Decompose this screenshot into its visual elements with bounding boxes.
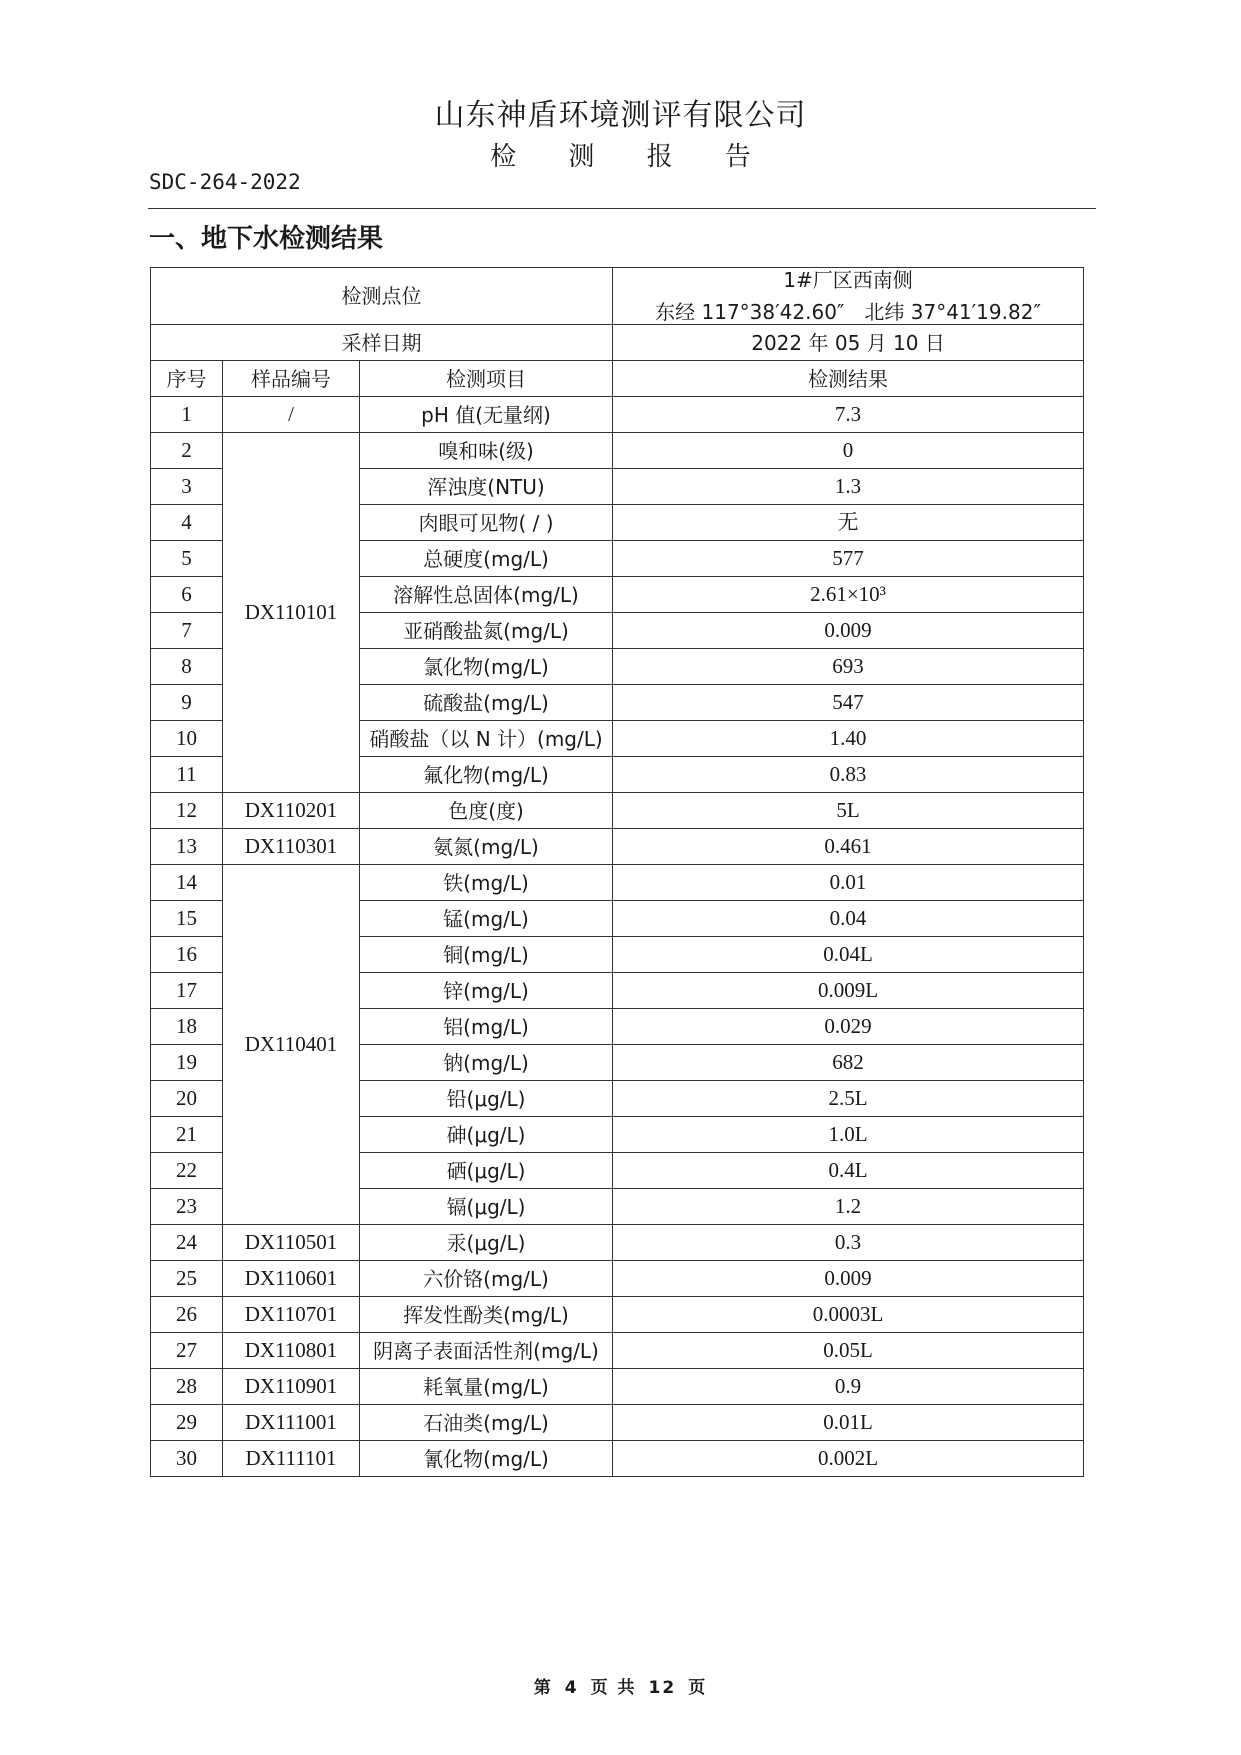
table-row [151, 1261, 1084, 1297]
results-table-container [150, 267, 1084, 1477]
test-item: pH 值(无量纲) [360, 397, 613, 433]
footer-total: 12 [648, 1678, 677, 1698]
test-result: 682 [613, 1045, 1084, 1081]
row-number: 20 [151, 1081, 223, 1117]
row-number: 10 [151, 721, 223, 757]
test-item: 耗氧量(mg/L) [360, 1369, 613, 1405]
row-number: 8 [151, 649, 223, 685]
test-result: 0.04L [613, 937, 1084, 973]
column-header-no: 序号 [151, 361, 223, 397]
test-result: 0.3 [613, 1225, 1084, 1261]
test-result: 577 [613, 541, 1084, 577]
sample-number: DX110701 [223, 1297, 360, 1333]
test-result: 0.461 [613, 829, 1084, 865]
test-item: 铅(μg/L) [360, 1081, 613, 1117]
row-number: 6 [151, 577, 223, 613]
test-item: 氨氮(mg/L) [360, 829, 613, 865]
test-item: 阴离子表面活性剂(mg/L) [360, 1333, 613, 1369]
test-result: 2.61×10³ [613, 577, 1084, 613]
row-number: 26 [151, 1297, 223, 1333]
table-row [151, 1441, 1084, 1477]
table-row [151, 1225, 1084, 1261]
table-meta-row-point [151, 268, 1084, 325]
test-result: 0.01L [613, 1405, 1084, 1441]
test-result: 547 [613, 685, 1084, 721]
sample-number: DX110801 [223, 1333, 360, 1369]
test-result: 0.009L [613, 973, 1084, 1009]
test-result: 7.3 [613, 397, 1084, 433]
table-row [151, 1405, 1084, 1441]
section-heading: 一、地下水检测结果 [149, 224, 384, 254]
test-item: 色度(度) [360, 793, 613, 829]
sample-number: DX110901 [223, 1369, 360, 1405]
column-header-result: 检测结果 [613, 361, 1084, 397]
footer-middle: 页 共 [590, 1678, 637, 1698]
test-result: 1.2 [613, 1189, 1084, 1225]
table-row [151, 829, 1084, 865]
test-item: 亚硝酸盐氮(mg/L) [360, 613, 613, 649]
row-number: 29 [151, 1405, 223, 1441]
date-label: 采样日期 [151, 325, 613, 361]
sample-number: DX110501 [223, 1225, 360, 1261]
point-value [613, 268, 1084, 325]
sample-number: DX110201 [223, 793, 360, 829]
row-number: 4 [151, 505, 223, 541]
table-row [151, 1333, 1084, 1369]
row-number: 23 [151, 1189, 223, 1225]
test-item: 铁(mg/L) [360, 865, 613, 901]
point-label: 检测点位 [151, 268, 613, 325]
sample-number: / [223, 397, 360, 433]
test-item: 硝酸盐（以 N 计）(mg/L) [360, 721, 613, 757]
table-row [151, 1369, 1084, 1405]
test-result: 2.5L [613, 1081, 1084, 1117]
test-item: 铝(mg/L) [360, 1009, 613, 1045]
test-item: 石油类(mg/L) [360, 1405, 613, 1441]
test-item: 总硬度(mg/L) [360, 541, 613, 577]
row-number: 3 [151, 469, 223, 505]
column-header-item: 检测项目 [360, 361, 613, 397]
row-number: 5 [151, 541, 223, 577]
row-number: 28 [151, 1369, 223, 1405]
test-item: 肉眼可见物( / ) [360, 505, 613, 541]
test-result: 693 [613, 649, 1084, 685]
row-number: 21 [151, 1117, 223, 1153]
table-row [151, 793, 1084, 829]
row-number: 30 [151, 1441, 223, 1477]
footer-suffix: 页 [688, 1678, 708, 1698]
test-item: 砷(μg/L) [360, 1117, 613, 1153]
test-result: 0.029 [613, 1009, 1084, 1045]
test-item: 汞(μg/L) [360, 1225, 613, 1261]
company-name: 山东神盾环境测评有限公司 [434, 98, 807, 133]
test-item: 氯化物(mg/L) [360, 649, 613, 685]
sample-number: DX110401 [223, 865, 360, 1225]
row-number: 12 [151, 793, 223, 829]
sample-number: DX110101 [223, 433, 360, 793]
test-item: 挥发性酚类(mg/L) [360, 1297, 613, 1333]
test-item: 硫酸盐(mg/L) [360, 685, 613, 721]
report-title: 检 测 报 告 [490, 142, 773, 172]
footer-page: 4 [564, 1678, 579, 1698]
sample-number: DX110601 [223, 1261, 360, 1297]
point-name: 1#厂区西南侧 [783, 268, 913, 292]
test-result: 无 [613, 505, 1084, 541]
test-result: 0.009 [613, 1261, 1084, 1297]
row-number: 14 [151, 865, 223, 901]
column-header-sample: 样品编号 [223, 361, 360, 397]
test-item: 硒(μg/L) [360, 1153, 613, 1189]
row-number: 18 [151, 1009, 223, 1045]
sample-number: DX111101 [223, 1441, 360, 1477]
document-number: SDC-264-2022 [149, 170, 301, 194]
test-result: 0.01 [613, 865, 1084, 901]
test-result: 1.0L [613, 1117, 1084, 1153]
row-number: 9 [151, 685, 223, 721]
footer-prefix: 第 [533, 1678, 553, 1698]
test-item: 锌(mg/L) [360, 973, 613, 1009]
test-result: 0.002L [613, 1441, 1084, 1477]
test-item: 溶解性总固体(mg/L) [360, 577, 613, 613]
test-result: 0.04 [613, 901, 1084, 937]
test-result: 0 [613, 433, 1084, 469]
row-number: 17 [151, 973, 223, 1009]
test-result: 0.9 [613, 1369, 1084, 1405]
row-number: 22 [151, 1153, 223, 1189]
test-item: 铜(mg/L) [360, 937, 613, 973]
table-row [151, 1297, 1084, 1333]
row-number: 1 [151, 397, 223, 433]
test-item: 嗅和味(级) [360, 433, 613, 469]
results-table [150, 267, 1084, 1477]
test-item: 镉(μg/L) [360, 1189, 613, 1225]
table-row [151, 865, 1084, 901]
date-value: 2022 年 05 月 10 日 [613, 325, 1084, 361]
test-result: 0.83 [613, 757, 1084, 793]
test-result: 5L [613, 793, 1084, 829]
header-divider [148, 208, 1096, 209]
row-number: 15 [151, 901, 223, 937]
sample-number: DX111001 [223, 1405, 360, 1441]
row-number: 27 [151, 1333, 223, 1369]
row-number: 2 [151, 433, 223, 469]
page-footer [0, 1673, 1241, 1698]
point-coords: 东经 117°38′42.60″ 北纬 37°41′19.82″ [655, 300, 1041, 324]
test-result: 0.05L [613, 1333, 1084, 1369]
sample-number: DX110301 [223, 829, 360, 865]
test-item: 六价铬(mg/L) [360, 1261, 613, 1297]
row-number: 24 [151, 1225, 223, 1261]
row-number: 11 [151, 757, 223, 793]
table-header-row [151, 361, 1084, 397]
test-result: 1.40 [613, 721, 1084, 757]
test-item: 氰化物(mg/L) [360, 1441, 613, 1477]
table-row [151, 397, 1084, 433]
test-item: 氟化物(mg/L) [360, 757, 613, 793]
test-result: 0.0003L [613, 1297, 1084, 1333]
row-number: 13 [151, 829, 223, 865]
test-item: 锰(mg/L) [360, 901, 613, 937]
table-row [151, 433, 1084, 469]
test-result: 0.4L [613, 1153, 1084, 1189]
test-result: 1.3 [613, 469, 1084, 505]
table-meta-row-date [151, 325, 1084, 361]
row-number: 7 [151, 613, 223, 649]
row-number: 16 [151, 937, 223, 973]
test-item: 浑浊度(NTU) [360, 469, 613, 505]
test-item: 钠(mg/L) [360, 1045, 613, 1081]
row-number: 25 [151, 1261, 223, 1297]
row-number: 19 [151, 1045, 223, 1081]
test-result: 0.009 [613, 613, 1084, 649]
